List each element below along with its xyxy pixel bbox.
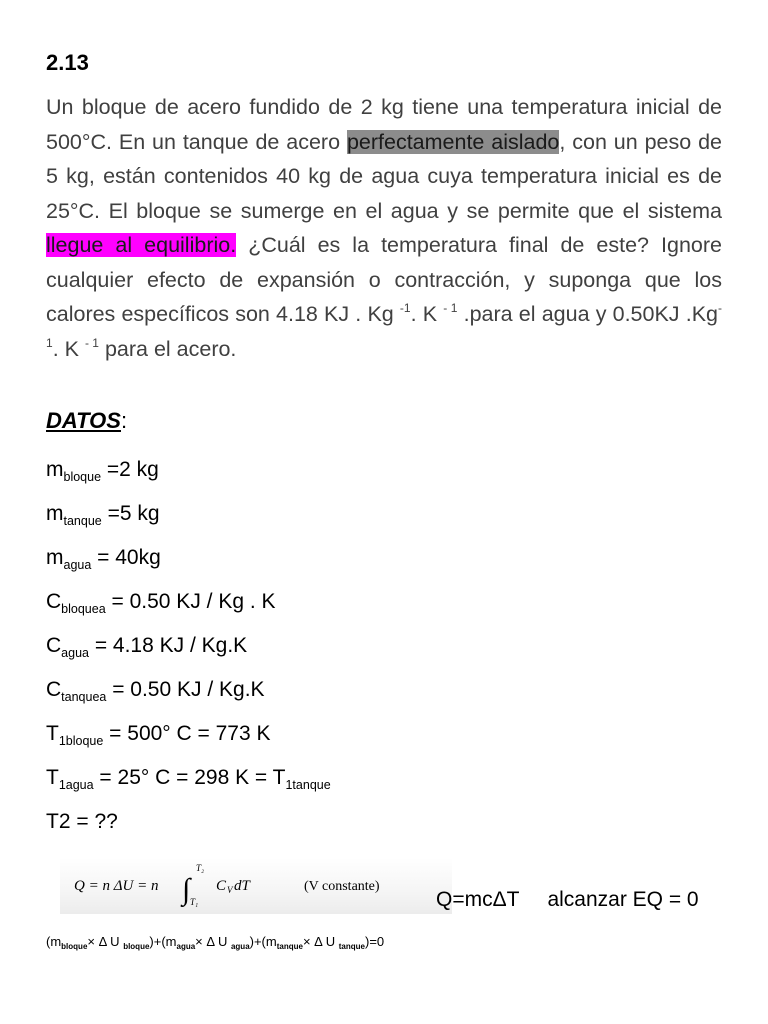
- data-t1-bloque: $T_{1bloque} = 500^\circ$ C = 773 K: [46, 722, 271, 748]
- data-m-tanque: $m_{tanque} =5$ kg: [46, 502, 160, 528]
- data-m-agua: $m_{agua} = 40kg$: [46, 546, 161, 572]
- formula-integrand: C: [216, 878, 227, 894]
- data-m-bloque: $m_{bloque} =2$ kg: [46, 458, 159, 484]
- highlight-llegue-al-equilibrio: llegue al equilibrio.: [46, 233, 237, 257]
- problem-statement: Un bloque de acero fundido de 2 kg tiene una temperatura inicial de 500°C. En un tanque de acero perfectamente aislado, con un peso de 5 kg, están contenidos 40 kg de agua cuya temperatura inicial es de 25°C. El bloque se sumerge en el agua y se permite que el sistema llegue al equilibrio. ¿Cuál es la temperatura final de este? Ignore cualquier efecto de expansión o contracción, y suponga que los calores específicos son 4.18 KJ . Kg $^{-1}$. K $^{- 1}$ .para el agua y 0.50KJ $.Kg^{-1}$. K $^{- 1}$ para el acero.: [46, 95, 723, 361]
- datos-heading: DATOS:: [46, 408, 128, 433]
- highlight-perfectamente-aislado: perfectamente aislado: [346, 129, 560, 154]
- data-c-bloque: $C_{bloquea} = 0.50$ KJ / Kg . K: [46, 590, 276, 616]
- equilibrium-condition: alcanzar EQ = 0: [547, 888, 699, 911]
- energy-balance-equation: ($m_{bloque}\times \Delta$ U $_{bloque})+(m_{agua}\times \Delta$ U $_{agua})+(m_{tanque}\times \Delta$ U $_{tanque}$)=0: [46, 934, 385, 951]
- formula-image: [60, 858, 452, 914]
- formula-lhs: Q = n ΔU = n: [74, 878, 159, 894]
- q-equation: Q=mcΔT: [436, 888, 520, 911]
- data-t2: T2 = ??: [46, 810, 118, 833]
- data-c-agua: $C_{agua} = 4.18$ KJ / Kg.K: [46, 634, 248, 660]
- formula-differential: dT: [234, 878, 250, 894]
- formula-integrand-sub: V: [227, 885, 233, 895]
- integral-sign-icon: ∫: [182, 873, 191, 906]
- formula-condition: (V constante): [304, 879, 380, 894]
- data-t1-agua: $T_{1agua} = 25^\circ$ C = 298 $K = T_{1tanque}$: [46, 766, 331, 792]
- heat-equation-line: [436, 888, 699, 912]
- problem-number: 2.13: [46, 50, 89, 75]
- formula-upper-limit: T₂: [196, 863, 205, 873]
- formula-lower-limit: T₁: [190, 897, 199, 907]
- data-c-tanque: $C_{tanquea} = 0.50$ KJ / Kg.K: [46, 678, 265, 704]
